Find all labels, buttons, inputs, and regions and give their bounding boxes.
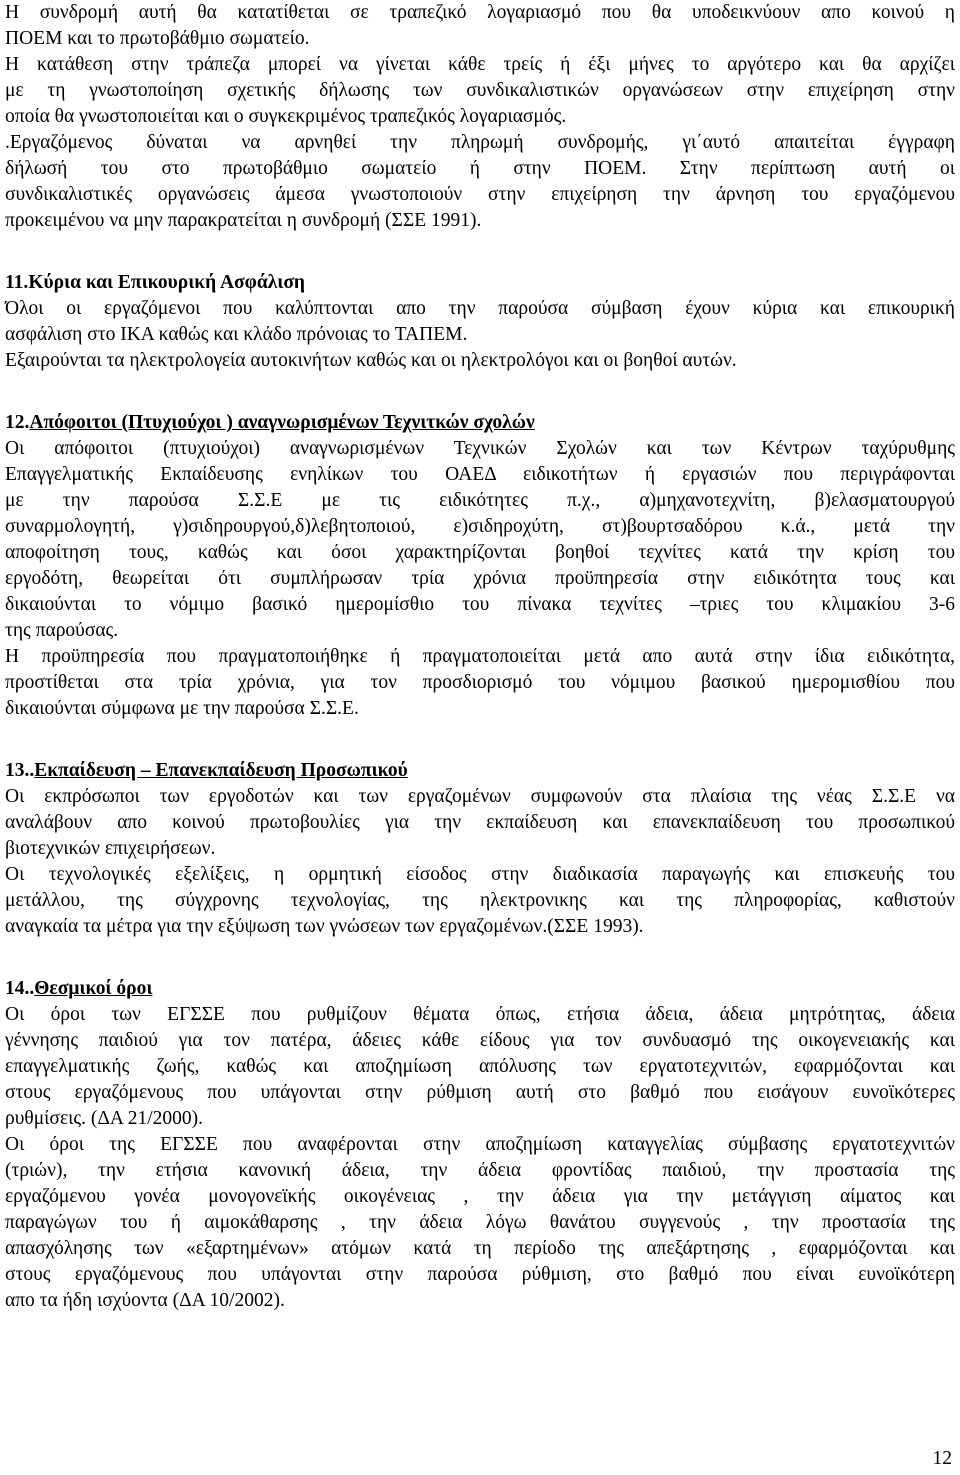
section-13-line-2: αναλάβουν απο κοινού πρωτοβουλίες για την εκπαίδευση και επανεκπαίδευση του προσωπικού [5, 812, 955, 833]
section-12-line-7: δικαιούνται το νόμιμο βασικό ημερομίσθιο του πίνακα τεχνίτες –τριες του κλιμακίου 3-6 [5, 594, 955, 615]
section-12-line-3: με την παρούσα Σ.Σ.Ε με τις ειδικότητες π.χ., α)μηχανοτεχνίτη, β)ελασματουργού [5, 490, 955, 511]
section-14-number: 14.. [5, 978, 35, 999]
intro-line-7: δήλωσή του στο πρωτοβάθμιο σωματείο ή στην ΠΟΕΜ. Στην περίπτωση αυτή οι [5, 158, 955, 179]
section-14-line-7: (τριών), την ετήσια κανονική άδεια, την άδεια φροντίδας παιδιού, την προστασία της [5, 1160, 955, 1181]
section-14-title: Θεσμικοί όροι [34, 978, 153, 999]
section-14-line-5: ρυθμίσεις. (ΔΑ 21/2000). [5, 1108, 204, 1129]
section-11-number: 11. [5, 272, 29, 293]
intro-line-2: ΠΟΕΜ και το πρωτοβάθμιο σωματείο. [5, 28, 310, 49]
section-12-line-10: προστίθεται στα τρία χρόνια, για τον προσδιορισμό του νόμιμου βασικού ημερομισθίου που [5, 672, 955, 693]
section-13-heading [5, 758, 955, 784]
section-13-line-6: αναγκαία τα μέτρα για την εξύψωση των γνώσεων των εργαζομένων.(ΣΣΕ 1993). [5, 916, 644, 937]
section-14-line-9: παραγώγων του ή αιμοκάθαρσης , την άδεια λόγω θανάτου συγγενούς , την προστασία της [5, 1212, 955, 1233]
section-11-heading [5, 270, 955, 296]
section-12-line-8: της παρούσας. [5, 620, 119, 641]
intro-line-6: .Εργαζόμενος δύναται να αρνηθεί την πληρωμή συνδρομής, γι΄αυτό απαιτείται έγγραφη [5, 132, 955, 153]
section-13-number: 13.. [5, 760, 35, 781]
section-14-heading [5, 976, 955, 1002]
intro-line-9: προκειμένου να μην παρακρατείται η συνδρομή (ΣΣΕ 1991). [5, 210, 482, 231]
section-12-line-9: Η προϋπηρεσία που πραγματοποιήθηκε ή πραγματοποιείται μετά απο αυτά στην ίδια ειδικότητα, [5, 646, 955, 667]
section-12-number: 12. [5, 412, 30, 433]
section-11-line-2: ασφάλιση στο ΙΚΑ καθώς και κλάδο πρόνοιας το ΤΑΠΕΜ. [5, 324, 468, 345]
section-11-line-1: Όλοι οι εργαζόμενοι που καλύπτονται απο την παρούσα σύμβαση έχουν κύρια και επικουρική [5, 298, 955, 319]
section-13-line-1: Οι εκπρόσωποι των εργοδοτών και των εργαζομένων συμφωνούν στα πλαίσια της νέας Σ.Σ.Ε να [5, 786, 955, 807]
section-14-line-8: εργαζόμενου γονέα μονογονεϊκής οικογένειας , την άδεια για την μετάγγιση αίματος και [5, 1186, 955, 1207]
section-11-line-3: Εξαιρούνται τα ηλεκτρολογεία αυτοκινήτων καθώς και οι ηλεκτρολόγοι και οι βοηθοί αυτών. [5, 350, 737, 371]
section-12-heading [5, 410, 955, 436]
intro-line-1: Η συνδρομή αυτή θα κατατίθεται σε τραπεζικό λογαριασμό που θα υποδεικνύουν απο κοινού η [5, 2, 955, 23]
section-14-line-10: απασχόλησης των «εξαρτημένων» ατόμων κατά τη περίοδο της απεξάρτησης , εφαρμόζονται και [5, 1238, 955, 1259]
section-14-line-3: επαγγελματικής ζωής, καθώς και αποζημίωση απόλυσης των εργατοτεχνιτών, εφαρμόζονται και [5, 1056, 955, 1077]
section-12-title: Απόφοιτοι (Πτυχιούχοι ) αναγνωρισμένων Τεχνιτκών σχολών [29, 412, 535, 433]
section-12-line-5: αποφοίτηση τους, καθώς και όσοι χαρακτηρίζονται βοηθοί τεχνίτες κατά την κρίση του [5, 542, 955, 563]
section-14-line-1: Οι όροι των ΕΓΣΣΕ που ρυθμίζουν θέματα όπως, ετήσια άδεια, άδεια μητρότητας, άδεια [5, 1004, 955, 1025]
section-12-line-4: συναρμολογητή, γ)σιδηρουργού,δ)λεβητοποιού, ε)σιδηροχύτη, στ)βουρτσαδόρου κ.ά., μετά την [5, 516, 955, 537]
section-13-line-4: Οι τεχνολογικές εξελίξεις, η ορμητική είσοδος στην διαδικασία παραγωγής και επισκευής του [5, 864, 955, 885]
section-12-line-6: εργοδότη, θεωρείται ότι συμπλήρωσαν τρία χρόνια προϋπηρεσία στην ειδικότητα τους και [5, 568, 955, 589]
section-12-line-11: δικαιούνται σύμφωνα με την παρούσα Σ.Σ.Ε. [5, 698, 359, 719]
intro-line-4: με τη γνωστοποίηση σχετικής δήλωσης των συνδικαλιστικών οργανώσεων στην επιχείρηση στην [5, 80, 955, 101]
section-11-title: Κύρια και Επικουρική Ασφάλιση [28, 272, 306, 293]
section-12-line-2: Επαγγελματικής Εκπαίδευσης ενηλίκων του ΟΑΕΔ ειδικοτήτων ή εργασιών που περιγράφονται [5, 464, 955, 485]
section-14-line-6: Οι όροι της ΕΓΣΣΕ που αναφέρονται στην αποζημίωση καταγγελίας σύμβασης εργατοτεχνιτών [5, 1134, 955, 1155]
section-14-line-11: στους εργαζόμενους που υπάγονται στην παρούσα ρύθμιση, στο βαθμό που είναι ευνοϊκότερη [5, 1264, 955, 1285]
intro-line-5: οποία θα γνωστοποιείται και ο συγκεκριμένος τραπεζικός λογαριασμός. [5, 106, 567, 127]
section-13-line-5: μετάλλου, της σύγχρονης τεχνολογίας, της ηλεκτρονικης και της πληροφορίας, καθιστούν [5, 890, 955, 911]
intro-line-8: συνδικαλιστικές οργανώσεις άμεσα γνωστοποιούν στην επιχείρηση την άρνηση του εργαζόμενου [5, 184, 955, 205]
section-14-line-2: γέννησης παιδιού για τον πατέρα, άδειες κάθε είδους για τον συνδυασμό της οικογενειακής και [5, 1030, 955, 1051]
intro-line-3: Η κατάθεση στην τράπεζα μπορεί να γίνεται κάθε τρείς ή έξι μήνες το αργότερο και θα αρχίζει [5, 54, 955, 75]
section-14-line-4: στους εργαζόμενους που υπάγονται στην ρύθμιση αυτή στο βαθμό που εισάγουν ευνοϊκότερες [5, 1082, 955, 1103]
section-13-line-3: βιοτεχνικών επιχειρήσεων. [5, 838, 216, 859]
section-13-title: Εκπαίδευση – Επανεκπαίδευση Προσωπικού [34, 760, 408, 781]
section-12-line-1: Οι απόφοιτοι (πτυχιούχοι) αναγνωρισμένων Τεχνικών Σχολών και των Κέντρων ταχύρυθμης [5, 438, 955, 459]
section-14-line-12: απο τα ήδη ισχύοντα (ΔΑ 10/2002). [5, 1290, 285, 1311]
page-number: 12 [932, 1448, 952, 1469]
